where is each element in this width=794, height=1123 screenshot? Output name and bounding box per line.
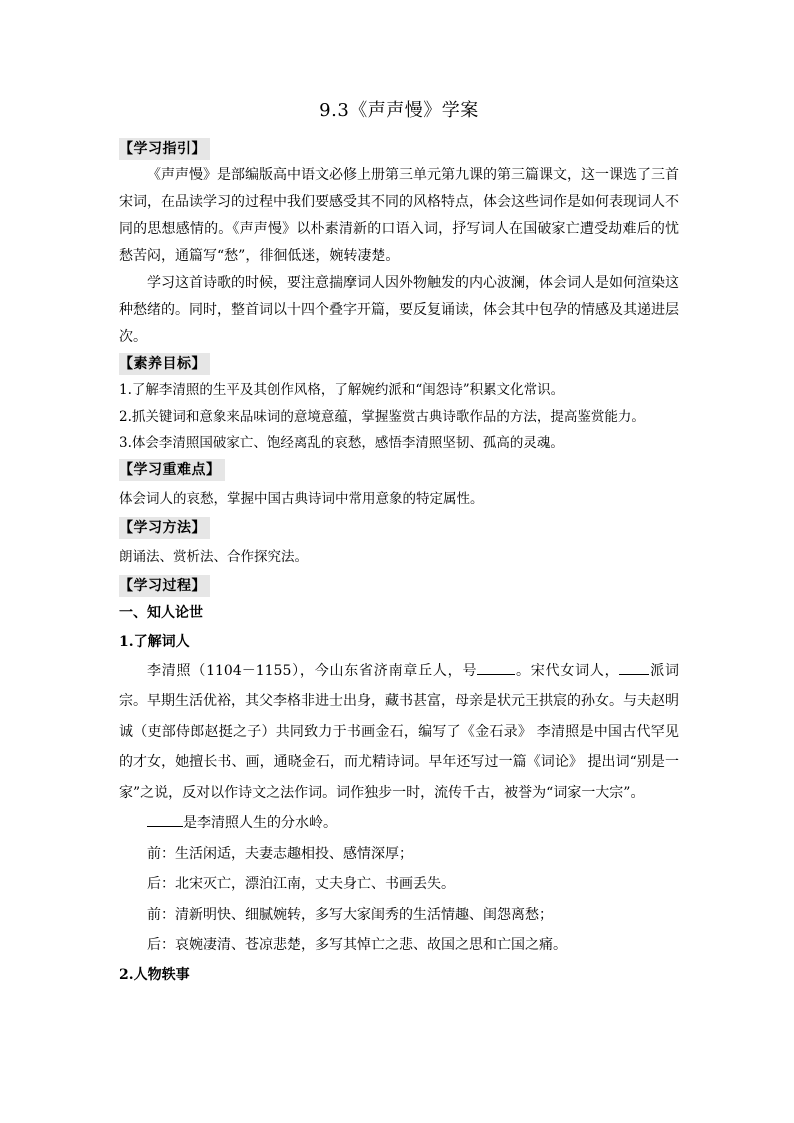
method-text: 朗诵法、赏析法、合作探究法。 (119, 548, 308, 565)
section-label: 【学习过程】 (119, 575, 210, 597)
section-header-guide (119, 136, 679, 162)
section-header-goals (119, 351, 679, 377)
document-content (119, 96, 679, 989)
fill-blank-hao[interactable] (477, 660, 515, 675)
sub-heading: 2.人物轶事 (119, 966, 190, 983)
goal-item: 2.抓关键词和意象来品味词的意境意蕴，掌握鉴赏古典诗歌作品的方法，提高鉴赏能力。 (119, 408, 645, 425)
goal-item: 1.了解李清照的生平及其创作风格，了解婉约派和“闺怨诗”积累文化常识。 (119, 382, 565, 398)
document-title: 9.3《声声慢》学案 (319, 100, 479, 121)
style-before: 前：清新明快、细腻婉转，多写大家闺秀的生活情趣、闺怨离愁； (147, 906, 553, 923)
section-label: 【学习指引】 (119, 138, 210, 160)
sub-heading: 1.了解词人 (119, 633, 190, 650)
bio-text-b: 。宋代女词人， (515, 662, 620, 679)
watershed-line (147, 808, 679, 839)
bio-text-a: 李清照（1104－1155），今山东省济南章丘人，号 (147, 662, 478, 679)
section-label: 【学习重难点】 (119, 459, 225, 481)
bio-text-c: 派词宗。早期生活优裕，其父李格非进士出身，藏书甚富，母亲是状元王拱宸的孙女。与夫赵明诚（吏部侍郎赵挺之子）共同致力于书画金石，编写了《金石录》 李清照是中国古代罕见的才女，她擅长书、画，通晓金石，而尤精诗词。早年还写过一篇《词论》 提出词“别是一家”之说，反对以作诗文之法作词。词作独步一时，流传千古，被誉为“词家一大宗”。 (119, 662, 680, 801)
goal-item: 3.体会李清照国破家亡、饱经离乱的哀愁，感悟李清照坚韧、孤高的灵魂。 (119, 435, 564, 451)
guide-paragraph-2: 学习这首诗歌的时候，要注意揣摩词人因外物触发的内心波澜，体会词人是如何渲染这种愁绪的。同时，整首词以十四个叠字开篇，要反复诵读，体会其中包孕的情感及其递进层次。 (119, 275, 679, 345)
section-header-method (119, 515, 679, 541)
biography-paragraph (119, 656, 679, 809)
section-header-key (119, 457, 679, 483)
section-label: 【素养目标】 (119, 353, 210, 375)
life-after: 后：北宋灭亡，漂泊江南，丈夫身亡、书画丢失。 (147, 876, 455, 892)
section-header-process (119, 573, 679, 599)
guide-paragraph-1: 《声声慢》是部编版高中语文必修上册第三单元第九课的第三篇课文，这一课选了三首宋词，在品读学习的过程中我们要感受其不同的风格特点，体会这些词作是如何表现词人不同的思想感情的。《声声慢》以朴素清新的口语入词，抒写词人在国破家亡遭受劫难后的忧愁苦闷，通篇写“愁”，徘徊低迷，婉转凄楚。 (119, 167, 679, 264)
part-heading: 一、知人论世 (119, 604, 203, 621)
style-after: 后：哀婉凄清、苍凉悲楚，多写其悼亡之悲、故国之思和亡国之痛。 (147, 937, 567, 953)
section-label: 【学习方法】 (119, 517, 210, 539)
fill-blank-school[interactable] (619, 660, 649, 675)
watershed-text: 是李清照人生的分水岭。 (183, 815, 337, 831)
fill-blank-watershed[interactable] (147, 812, 183, 827)
life-before: 前：生活闲适，夫妻志趣相投、感情深厚； (147, 845, 413, 862)
key-text: 体会词人的哀愁，掌握中国古典诗词中常用意象的特定属性。 (119, 490, 484, 507)
